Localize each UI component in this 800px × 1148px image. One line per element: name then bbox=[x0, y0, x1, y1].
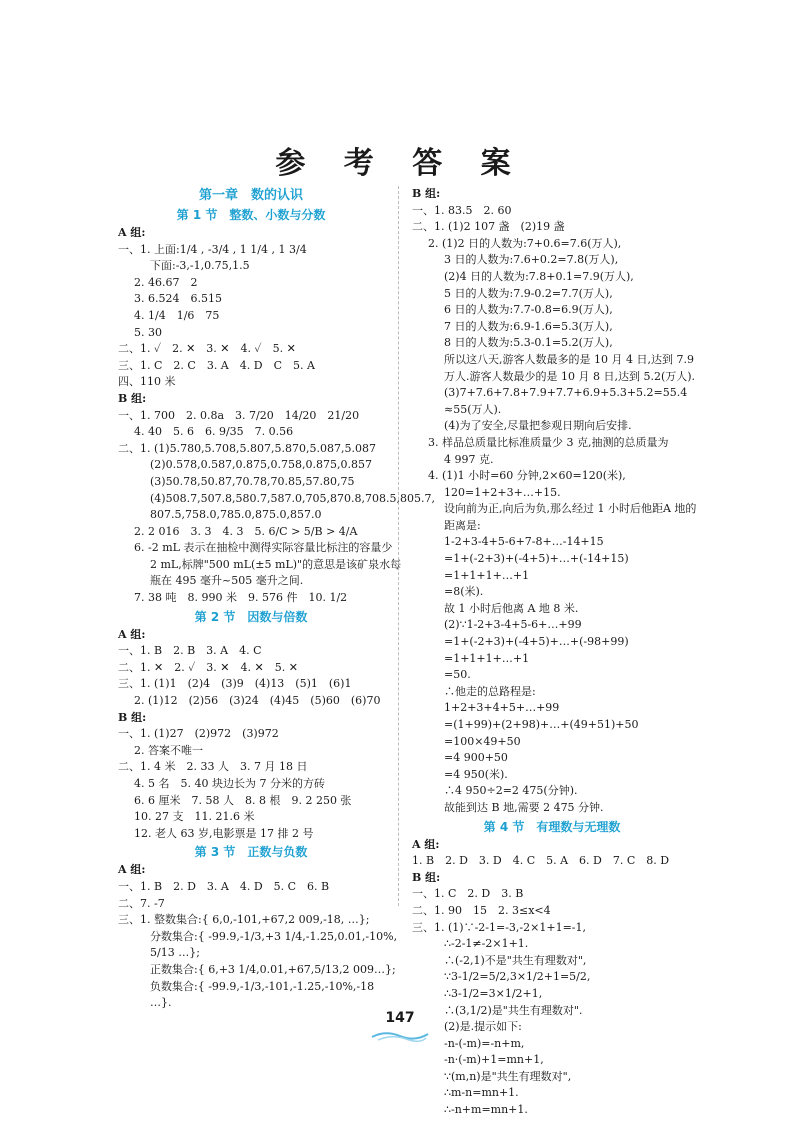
left-group-label: A 组: bbox=[118, 627, 146, 641]
right-answer-line: -n-(-m)=-n+m, bbox=[444, 1036, 525, 1050]
right-answer-line: 设向前为正,向后为负,那么经过 1 小时后他距A 地的 bbox=[444, 502, 697, 516]
left-answer-line: 分数集合:{ -99.9,-1/3,+3 1/4,-1.25,0.01,-10%, bbox=[150, 929, 398, 943]
left-answer-line: 四、110 米 bbox=[118, 375, 176, 389]
right-answer-line: ∴-2-1≠-2×1+1. bbox=[444, 937, 529, 951]
right-answer-line: ∵(m,n)是"共生有理数对", bbox=[444, 1069, 572, 1083]
left-answer-line: 6. 6 厘米 7. 58 人 8. 8 根 9. 2 250 张 bbox=[134, 793, 352, 807]
right-answer-line: =1+(-2+3)+(-4+5)+…+(-98+99) bbox=[444, 635, 629, 649]
right-answer-line: 1+2+3+4+5+…+99 bbox=[444, 701, 560, 715]
right-answer-line: =1+(-2+3)+(-4+5)+…+(-14+15) bbox=[444, 552, 629, 566]
left-answer-line: 6. -2 mL 表示在抽检中测得实际容量比标注的容量少 bbox=[134, 541, 393, 555]
right-answer-line: 2. (1)2 日的人数为:7+0.6=7.6(万人), bbox=[428, 236, 622, 250]
column-divider bbox=[398, 186, 399, 906]
right-answer-line: 1. B 2. D 3. D 4. C 5. A 6. D 7. C 8. D bbox=[412, 854, 670, 868]
left-section-heading: 第 3 节 正数与负数 bbox=[194, 845, 308, 860]
right-answer-line: ∴(-2,1)不是"共生有理数对", bbox=[444, 953, 587, 967]
left-answer-line: 4. 40 5. 6 6. 9/35 7. 0.56 bbox=[134, 425, 294, 439]
left-answer-line: (4)508.7,507.8,580.7,587.0,705,870.8,708.5,805.7, bbox=[150, 491, 435, 505]
left-answer-line: 二、7. -7 bbox=[118, 896, 165, 910]
wave-decoration-icon bbox=[370, 1028, 430, 1042]
left-section-heading: 第一章 数的认识 bbox=[198, 188, 303, 203]
right-answer-line: ∴-n+m=mn+1. bbox=[444, 1103, 528, 1117]
right-answer-line: ∴(3,1/2)是"共生有理数对". bbox=[444, 1003, 583, 1017]
right-answer-line: 故 1 小时后他离 A 地 8 米. bbox=[444, 601, 579, 615]
right-answer-line: 三、1. (1)∵-2-1=-3,-2×1+1=-1, bbox=[412, 920, 587, 934]
right-answer-line: =4 900+50 bbox=[444, 751, 508, 765]
right-answer-line: =50. bbox=[444, 668, 471, 682]
right-answer-line: (4)为了安全,尽量把参观日期向后安排. bbox=[444, 419, 632, 433]
right-group-label: A 组: bbox=[412, 837, 440, 851]
left-answer-line: 一、1. B 2. B 3. A 4. C bbox=[118, 644, 262, 658]
right-answer-line: 所以这八天,游客人数最多的是 10 月 4 日,达到 7.9 bbox=[444, 352, 694, 366]
left-answer-line: (3)50.78,50.87,70.78,70.85,57.80,75 bbox=[150, 474, 355, 488]
left-group-label: B 组: bbox=[118, 391, 147, 405]
right-answer-line: 二、1. 90 15 2. 3≤x<4 bbox=[412, 903, 551, 917]
left-answer-line: 二、1. (1)5.780,5.708,5.807,5.870,5.087,5.087 bbox=[118, 441, 377, 455]
right-answer-line: (3)7+7.6+7.8+7.9+7.7+6.9+5.3+5.2=55.4 bbox=[444, 386, 688, 400]
left-answer-line: 5/13 …}; bbox=[150, 946, 200, 960]
left-section-heading: 第 2 节 因数与倍数 bbox=[194, 609, 308, 624]
left-answer-line: 二、1. ✓ 2. ✕ 3. ✕ 4. ✓ 5. ✕ bbox=[118, 342, 296, 356]
right-answer-line: -n·(-m)+1=mn+1, bbox=[444, 1053, 544, 1067]
left-answer-line: 二、1. ✕ 2. ✓ 3. ✕ 4. ✕ 5. ✕ bbox=[118, 660, 298, 674]
right-answer-line: =(1+99)+(2+98)+…+(49+51)+50 bbox=[444, 718, 639, 731]
right-group-label: B 组: bbox=[412, 187, 441, 200]
left-answer-line: …}. bbox=[150, 996, 172, 1010]
right-answer-line: (2)∵1-2+3-4+5-6+…+99 bbox=[444, 618, 582, 632]
right-answer-line: 6 日的人数为:7.7-0.8=6.9(万人), bbox=[444, 303, 613, 317]
right-answer-line: =8(米). bbox=[444, 585, 484, 599]
left-answer-line: 一、1. 700 2. 0.8a 3. 7/20 14/20 21/20 bbox=[118, 408, 360, 422]
left-answer-line: 12. 老人 63 岁,电影票是 17 排 2 号 bbox=[134, 826, 314, 840]
right-answer-line: ∴3-1/2=3×1/2+1, bbox=[444, 986, 543, 1000]
left-answer-line: 正数集合:{ 6,+3 1/4,0.01,+67,5/13,2 009…}; bbox=[150, 962, 396, 976]
left-answer-line: 807.5,758.0,785.0,875.0,857.0 bbox=[150, 508, 322, 522]
right-answer-line: 3 日的人数为:7.6+0.2=7.8(万人), bbox=[444, 253, 619, 267]
right-answer-line: 7 日的人数为:6.9-1.6=5.3(万人), bbox=[444, 319, 613, 333]
left-column bbox=[118, 186, 435, 1012]
left-answer-line: 一、1. B 2. D 3. A 4. D 5. C 6. B bbox=[118, 879, 330, 893]
right-answer-line: ∵3-1/2=5/2,3×1/2+1=5/2, bbox=[444, 970, 591, 984]
right-answer-line: 一、1. 83.5 2. 60 bbox=[412, 203, 512, 217]
right-answer-line: (2)是.提示如下: bbox=[444, 1020, 522, 1034]
page-number: 147 bbox=[385, 1010, 415, 1026]
right-answer-line: 一、1. C 2. D 3. B bbox=[412, 887, 524, 901]
right-answer-line: ∴m-n=mn+1. bbox=[444, 1086, 519, 1100]
right-answer-line: 二、1. (1)2 107 盏 (2)19 盏 bbox=[412, 220, 565, 234]
left-answer-line: 2. 46.67 2 bbox=[134, 275, 198, 289]
left-group-label: A 组: bbox=[118, 226, 146, 239]
left-answer-line: 7. 38 吨 8. 990 米 9. 576 件 10. 1/2 bbox=[134, 591, 348, 605]
right-group-label: B 组: bbox=[412, 870, 441, 884]
right-answer-line: 120=1+2+3+…+15. bbox=[444, 485, 561, 499]
left-answer-line: 5. 30 bbox=[134, 325, 162, 339]
left-group-label: A 组: bbox=[118, 863, 146, 877]
left-answer-line: 2. (1)12 (2)56 (3)24 (4)45 (5)60 (6)70 bbox=[134, 694, 381, 708]
right-section-heading: 第 4 节 有理数与无理数 bbox=[483, 819, 621, 834]
left-answer-line: 2. 答案不唯一 bbox=[134, 743, 203, 757]
right-answer-line: =1+1+1+…+1 bbox=[444, 568, 530, 582]
right-answer-line: (2)4 日的人数为:7.8+0.1=7.9(万人), bbox=[444, 269, 634, 283]
left-answer-line: 一、1. 上面:1/4 , -3/4 , 1 1/4 , 1 3/4 bbox=[118, 242, 307, 256]
right-answer-line: =1+1+1+…+1 bbox=[444, 651, 530, 665]
right-answer-line: 故能到达 B 地,需要 2 475 分钟. bbox=[444, 800, 604, 814]
left-answer-line: 三、1. C 2. C 3. A 4. D C 5. A bbox=[118, 358, 315, 372]
right-answer-line: ∴他走的总路程是: bbox=[444, 684, 536, 698]
left-answer-line: 负数集合:{ -99.9,-1/3,-101,-1.25,-10%,-18 bbox=[150, 979, 375, 993]
left-answer-line: 2. 2 016 3. 3 4. 3 5. 6/C > 5/B > 4/A bbox=[134, 524, 358, 538]
left-answer-line: 2 mL,标牌"500 mL(±5 mL)"的意思是该矿泉水每 bbox=[150, 557, 402, 571]
left-group-label: B 组: bbox=[118, 710, 147, 724]
left-answer-line: 4. 5 名 5. 40 块边长为 7 分米的方砖 bbox=[134, 777, 325, 790]
right-answer-line: 8 日的人数为:5.3-0.1=5.2(万人), bbox=[444, 336, 613, 350]
left-answer-line: 3. 6.524 6.515 bbox=[134, 292, 222, 306]
left-section-heading: 第 1 节 整数、小数与分数 bbox=[176, 208, 326, 222]
right-answer-line: ∴4 950÷2=2 475(分钟). bbox=[444, 784, 578, 798]
left-answer-line: 下面:-3,-1,0.75,1.5 bbox=[150, 259, 250, 273]
right-answer-line: 4. (1)1 小时=60 分钟,2×60=120(米), bbox=[428, 469, 626, 483]
right-answer-line: =100×49+50 bbox=[444, 734, 521, 748]
right-answer-line: 3. 样品总质量比标准质量少 3 克,抽测的总质量为 bbox=[428, 435, 669, 449]
right-answer-line: 4 997 克. bbox=[444, 452, 494, 466]
right-answer-line: 5 日的人数为:7.9-0.2=7.7(万人), bbox=[444, 286, 613, 300]
right-answer-line: =4 950(米). bbox=[444, 767, 508, 781]
left-answer-line: 4. 1/4 1/6 75 bbox=[134, 308, 220, 322]
left-answer-line: 瓶在 495 毫升~505 毫升之间. bbox=[150, 574, 304, 588]
left-answer-line: 三、1. (1)1 (2)4 (3)9 (4)13 (5)1 (6)1 bbox=[118, 677, 352, 691]
right-answer-line: ≈55(万人). bbox=[444, 402, 502, 416]
right-column bbox=[412, 186, 697, 1119]
page-title: 参 考 答 案 bbox=[275, 146, 525, 181]
right-answer-line: 距离是: bbox=[444, 518, 481, 532]
left-answer-line: 一、1. (1)27 (2)972 (3)972 bbox=[118, 727, 279, 741]
right-answer-line: 万人.游客人数最少的是 10 月 8 日,达到 5.2(万人). bbox=[444, 369, 696, 383]
right-answer-line: 1-2+3-4+5-6+7-8+…-14+15 bbox=[444, 535, 604, 549]
left-answer-line: 三、1. 整数集合:{ 6,0,-101,+67,2 009,-18, …}; bbox=[118, 913, 370, 927]
left-answer-line: (2)0.578,0.587,0.875,0.758,0.875,0.857 bbox=[150, 458, 373, 472]
left-answer-line: 二、1. 4 米 2. 33 人 3. 7 月 18 日 bbox=[118, 760, 308, 774]
left-answer-line: 10. 27 支 11. 21.6 米 bbox=[134, 810, 255, 824]
